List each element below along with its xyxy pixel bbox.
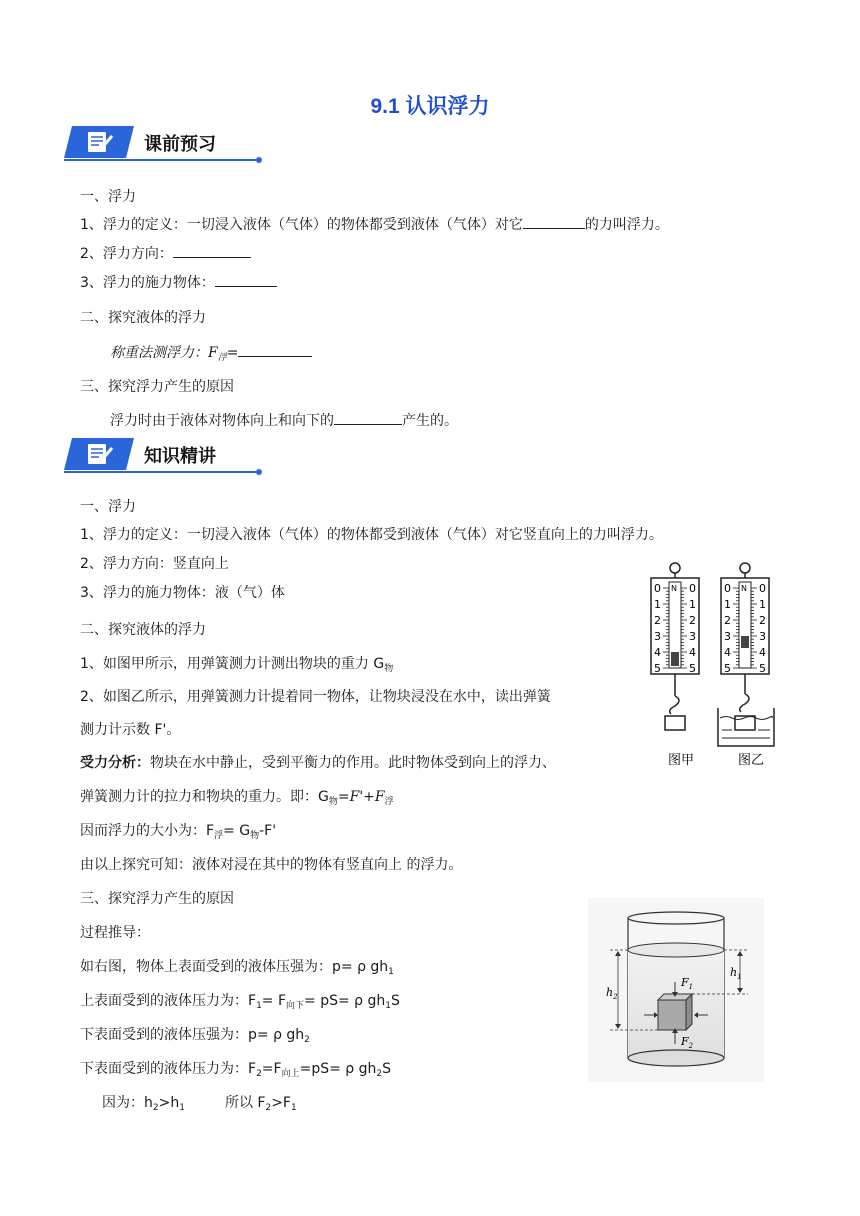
paragraph: 3、浮力的施力物体：液（气）体	[80, 585, 285, 601]
section-banner-knowledge	[64, 438, 264, 474]
formula-line: 下表面受到的液体压强为：p= ρ $gh_2$	[80, 1027, 310, 1045]
formula-line: 如右图，物体上表面受到的液体压强为：p= ρ $gh_1$	[80, 959, 394, 977]
fill-blank	[334, 410, 402, 425]
scale-tick-label: 3	[654, 630, 661, 643]
heading: 一、浮力	[80, 189, 136, 205]
scale-tick-label: 2	[724, 614, 731, 627]
formula-line: 上表面受到的液体压力为：$F_1= F_{向下}= pS= \rho$ $gh_1S$	[80, 993, 400, 1011]
scale-tick-label: 1	[689, 598, 696, 611]
paragraph: 2、浮力方向：竖直向上	[80, 556, 229, 572]
section-title: 知识精讲	[144, 446, 216, 467]
paragraph: 测力计示数 F'。	[80, 722, 181, 738]
heading: 三、探究浮力产生的原因	[80, 379, 234, 395]
scale-tick-label: 3	[759, 630, 766, 643]
scale-tick-label: 3	[724, 630, 731, 643]
paragraph: 3、浮力的施力物体：	[80, 272, 277, 292]
paragraph: 1、浮力的定义：一切浸入液体（气体）的物体都受到液体（气体）对它竖直向上的力叫浮力。	[80, 527, 663, 543]
paragraph: 浮力时由于液体对物体向上和向下的 产生的。	[110, 410, 458, 430]
paragraph: 1、如图甲所示，用弹簧测力计测出物块的重力 $G_物$	[80, 656, 394, 674]
section-title: 课前预习	[144, 134, 216, 155]
scale-tick-label: 5	[654, 662, 661, 675]
paragraph: 2、如图乙所示，用弹簧测力计提着同一物体，让物块浸没在水中，读出弹簧	[80, 689, 551, 705]
scale-tick-label: 5	[759, 662, 766, 675]
paragraph: 受力分析：物块在水中静止，受到平衡力的作用。此时物体受到向上的浮力、	[80, 755, 556, 771]
force-label-f2: $F_2$	[681, 1035, 694, 1050]
scale-tick-label: 0	[724, 582, 731, 595]
height-label-h1: $h_1$	[730, 966, 742, 981]
formula-line: 称重法测浮力：$F_浮=$	[110, 342, 312, 363]
paragraph: 因而浮力的大小为：$F_浮= G_物-F'$	[80, 823, 277, 841]
scale-tick-label: 0	[759, 582, 766, 595]
heading: 一、浮力	[80, 499, 136, 515]
spring-scale-figure	[634, 560, 784, 775]
scale-tick-label: 4	[724, 646, 731, 659]
height-label-h2: $h_2$	[606, 986, 618, 1001]
fill-blank	[215, 272, 277, 287]
unit-label: N	[671, 584, 677, 593]
scale-tick-label: 0	[654, 582, 661, 595]
paragraph: 由以上探究可知：液体对浸在其中的物体有竖直向上 的浮力。	[80, 857, 463, 873]
page-title: 9.1 认识浮力	[370, 95, 490, 118]
notebook-pen-icon	[64, 438, 134, 470]
paragraph: 2、浮力方向：	[80, 243, 251, 263]
scale-tick-label: 1	[724, 598, 731, 611]
formula-line: 因为：$h_2>h_1$ 所以 $F_2>F_1$	[102, 1095, 297, 1113]
caption-right: 图乙	[738, 753, 765, 768]
scale-tick-label: 1	[759, 598, 766, 611]
heading: 二、探究液体的浮力	[80, 310, 206, 326]
notebook-pen-icon	[64, 126, 134, 158]
heading: 三、探究浮力产生的原因	[80, 891, 234, 907]
scale-tick-label: 5	[724, 662, 731, 675]
unit-label: N	[741, 584, 747, 593]
paragraph: 弹簧测力计的拉力和物块的重力。即：$G_物=F'+F_浮$	[80, 789, 394, 807]
scale-tick-label: 1	[654, 598, 661, 611]
heading: 二、探究液体的浮力	[80, 622, 206, 638]
fill-blank	[238, 342, 312, 357]
paragraph: 1、浮力的定义：一切浸入液体（气体）的物体都受到液体（气体）对它 的力叫浮力。	[80, 214, 669, 234]
buoyancy-cylinder-figure	[588, 898, 764, 1082]
scale-tick-label: 4	[689, 646, 696, 659]
caption-left: 图甲	[668, 753, 695, 768]
scale-tick-label: 3	[689, 630, 696, 643]
force-label-f1: $F_1$	[681, 976, 694, 991]
fill-blank	[523, 214, 585, 229]
fill-blank	[173, 243, 251, 258]
paragraph: 过程推导：	[80, 925, 150, 941]
scale-tick-label: 4	[654, 646, 661, 659]
scale-tick-label: 2	[759, 614, 766, 627]
section-banner-preview	[64, 126, 264, 162]
scale-tick-label: 2	[689, 614, 696, 627]
scale-tick-label: 2	[654, 614, 661, 627]
scale-tick-label: 4	[759, 646, 766, 659]
formula-line: 下表面受到的液体压力为：$F_2=F_{向上}=pS= \rho$ $gh_2S$	[80, 1061, 392, 1079]
scale-tick-label: 5	[689, 662, 696, 675]
scale-tick-label: 0	[689, 582, 696, 595]
